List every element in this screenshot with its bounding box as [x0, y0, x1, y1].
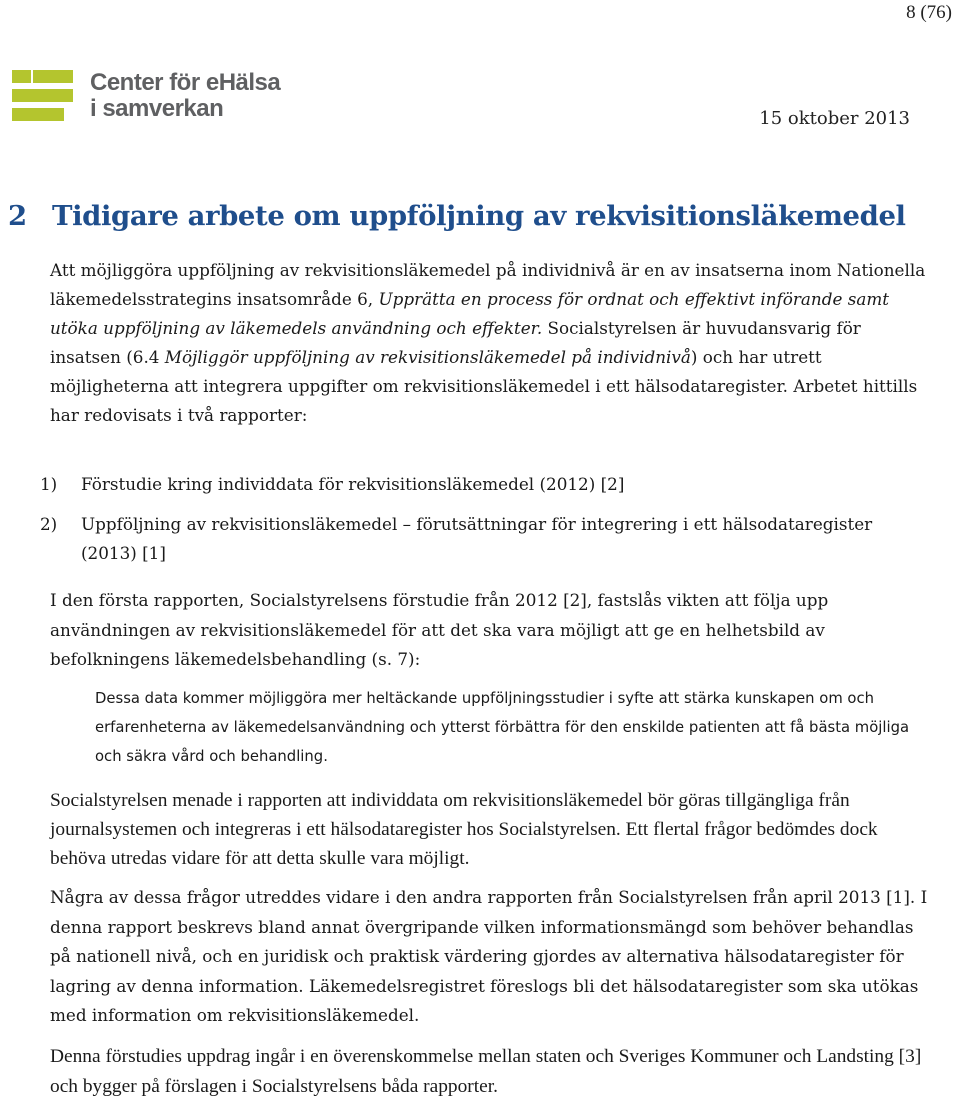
logo-text-line1: Center för eHälsa: [90, 69, 281, 96]
list-item: [40, 470, 930, 499]
conclusion-paragraph: Socialstyrelsen menade i rapporten att individdata om rekvisitionsläkemedel bör göras tillgängliga från journalsystemen och integreras i ett hälsodataregister hos Socialstyrelsen. Ett flertal frågor bedömdes dock behöva utredas vidare för att detta skulle vara möjligt.: [50, 790, 878, 869]
section-heading: [8, 200, 948, 232]
section-number: 2: [8, 200, 27, 232]
intro-text-1: Att möjliggöra uppföljning av rekvisitionsläkemedel på individnivå är en av insatserna inom Nationella läkemedelsstrategins insatsområde 6,: [50, 260, 926, 309]
intro-text-3: ) och har utrett möjligheterna att integrera uppgifter om rekvisitionsläkemedel i ett hälsodataregister. Arbetet hittills har redovisats i två rapporter:: [50, 347, 918, 425]
list-item-text: Uppföljning av rekvisitionsläkemedel – förutsättningar för integrering i ett hälsodataregister (2013) [1]: [81, 514, 873, 563]
organization-logo: [6, 69, 281, 126]
intro-italic-2: Möjliggör uppföljning av rekvisitionsläkemedel på individnivå: [164, 347, 691, 367]
mandate-paragraph: Denna förstudies uppdrag ingår i en överenskommelse mellan staten och Sveriges Kommuner och Landsting [3] och bygger på förslagen i Socialstyrelsens båda rapporter.: [50, 1046, 922, 1097]
list-item-text: Förstudie kring individdata för rekvisitionsläkemedel (2012) [2]: [81, 474, 625, 494]
list-item-number: 1): [40, 474, 58, 494]
intro-italic-1: Upprätta en process för ordnat och effektivt införande samt utöka uppföljning av läkemedels användning och effekter.: [50, 289, 890, 338]
logo-text-line2: i samverkan: [90, 95, 224, 122]
section-title: Tidigare arbete om uppföljning av rekvisitionsläkemedel: [52, 200, 906, 232]
reports-list: [40, 470, 930, 568]
second-report-paragraph: Några av dessa frågor utreddes vidare i den andra rapporten från Socialstyrelsen från april 2013 [1]. I denna rapport beskrevs bland annat övergripande vilken informationsmängd som behöver behandlas på nationell nivå, och en juridisk och praktisk värdering gjordes av alternativa hälsodataregister för lagring av denna information. Läkemedelsregistret föreslogs bli det hälsodataregister som ska utökas med information om rekvisitionsläkemedel.: [50, 887, 928, 1025]
document-date: 15 oktober 2013: [759, 108, 910, 129]
ehealth-logo-mark-icon: [6, 70, 78, 122]
list-item-number: 2): [40, 514, 58, 534]
list-item: [40, 510, 930, 568]
intro-paragraph: [50, 256, 930, 430]
block-quote: Dessa data kommer möjliggöra mer heltäckande uppföljningsstudier i syfte att stärka kunskapen om och erfarenheterna av läkemedelsanvändning och ytterst förbättra för den enskilde patienten att få bästa möjliga och säkra vård och behandling.: [95, 690, 910, 765]
first-report-paragraph: I den första rapporten, Socialstyrelsens förstudie från 2012 [2], fastslås vikten att följa upp användningen av rekvisitionsläkemedel för att det ska vara möjligt att ge en helhetsbild av befolkningens läkemedelsbehandling (s. 7):: [50, 590, 829, 669]
page-number: 8 (76): [906, 2, 952, 23]
intro-text-2: Socialstyrelsen är huvudansvarig för insatsen (6.4: [50, 318, 861, 367]
